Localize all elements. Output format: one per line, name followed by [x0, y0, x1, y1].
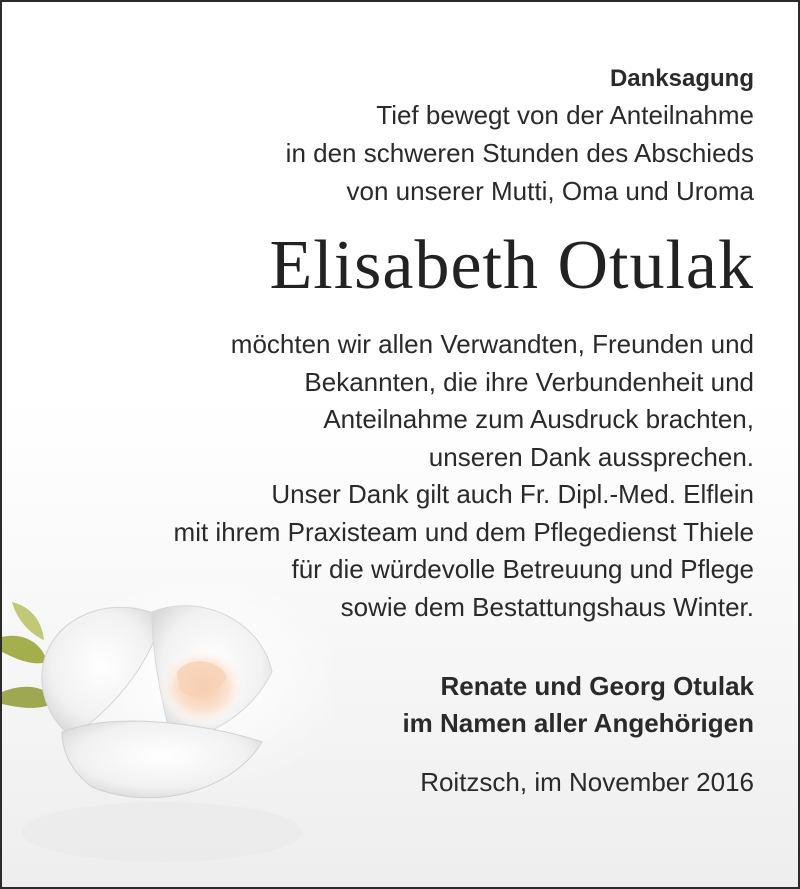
signer-line: im Namen aller Angehörigen: [402, 708, 754, 738]
place-date: Roitzsch, im November 2016: [420, 767, 754, 797]
intro-line: von unserer Mutti, Oma und Uroma: [346, 176, 754, 206]
body-line: unseren Dank aussprechen.: [428, 441, 754, 472]
body-line: Bekannten, die ihre Verbundenheit und: [304, 366, 754, 397]
intro-line: in den schweren Stunden des Abschieds: [285, 138, 754, 168]
deceased-name: Elisabeth Otulak: [269, 227, 754, 304]
body-line: für die würdevolle Betreuung und Pflege: [291, 554, 754, 584]
intro-text: [54, 96, 754, 210]
signers-block: [54, 668, 754, 742]
signer-line: Renate und Georg Otulak: [440, 671, 754, 701]
body-line: sowie dem Bestattungshaus Winter.: [340, 591, 754, 622]
intro-line: Tief bewegt von der Anteilnahme: [376, 100, 754, 130]
body-text: [54, 326, 754, 626]
notice-content: [54, 62, 754, 801]
notice-heading: Danksagung: [609, 65, 754, 92]
body-line: mit ihrem Praxisteam und dem Pflegedienst Thiele: [173, 516, 754, 547]
body-line: Anteilnahme zum Ausdruck brachten,: [323, 404, 754, 434]
body-line: Unser Dank gilt auch Fr. Dipl.-Med. Elflein: [271, 479, 754, 509]
body-line: möchten wir allen Verwandten, Freunden und: [230, 329, 754, 359]
